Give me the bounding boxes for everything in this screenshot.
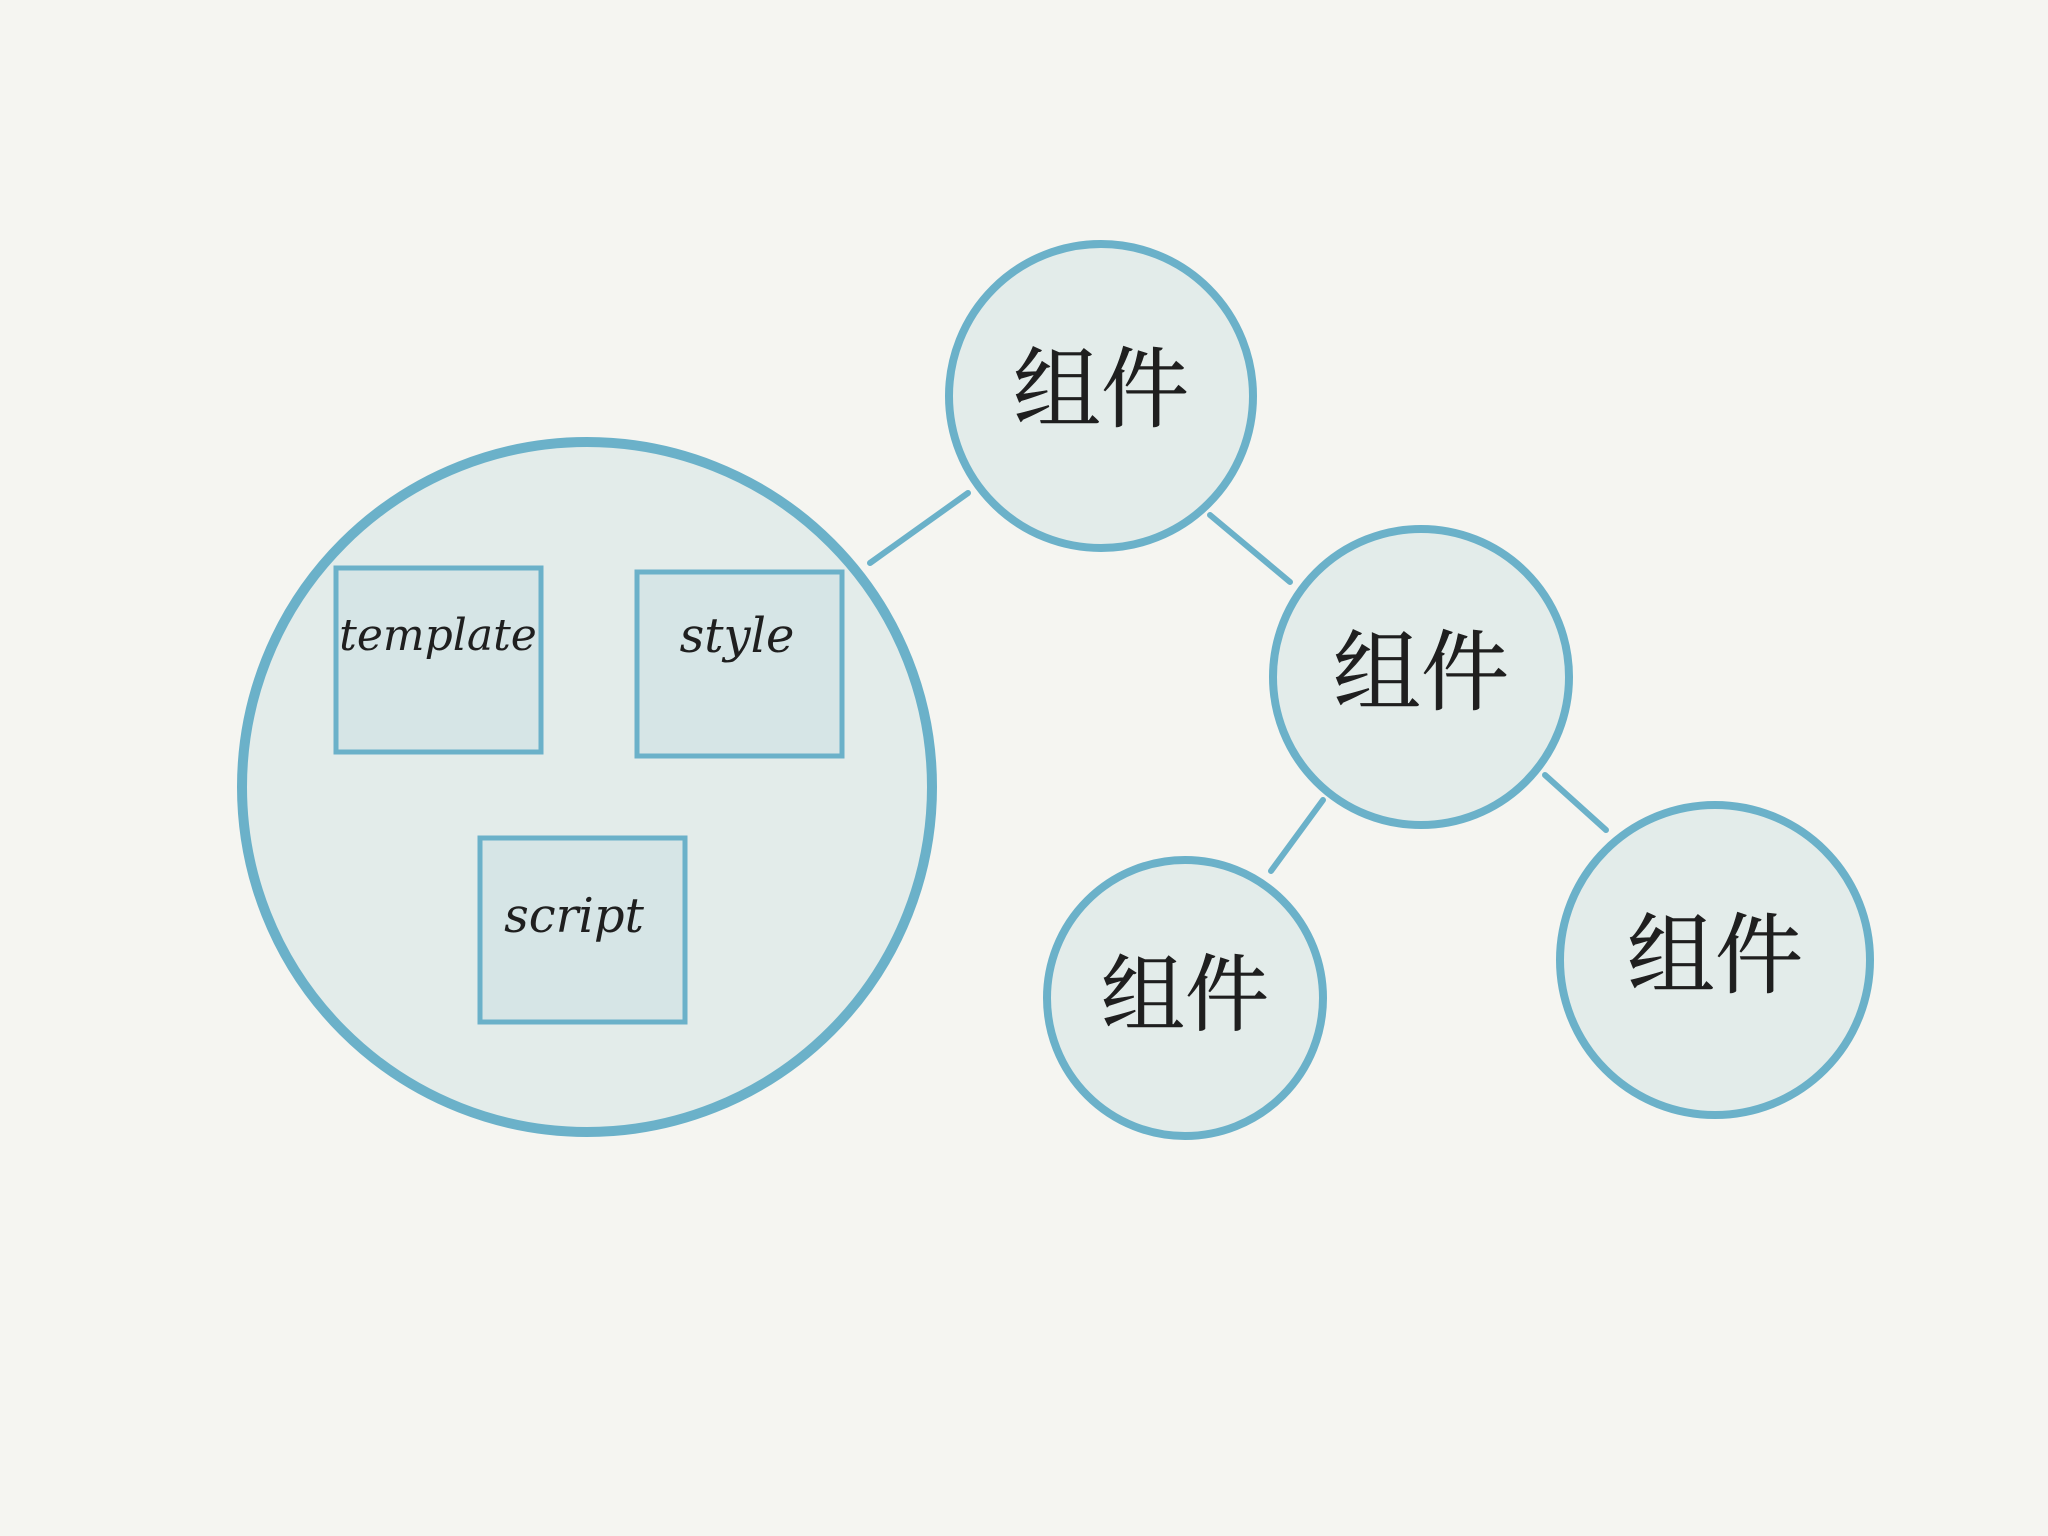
script-label: script xyxy=(504,888,644,944)
style-label: style xyxy=(679,608,795,664)
template-label: template xyxy=(339,610,537,661)
tree-middle-label: 组件 xyxy=(1332,621,1510,724)
connector-root-to-middle xyxy=(1210,515,1290,582)
style-box xyxy=(637,572,842,756)
connector-big-to-root xyxy=(870,493,968,563)
component-detail-circle xyxy=(242,442,932,1132)
tree-middle-node xyxy=(1273,529,1569,825)
tree-right-leaf-node xyxy=(1560,805,1870,1115)
template-box xyxy=(336,568,541,752)
tree-root-node xyxy=(949,244,1253,548)
tree-root-label: 组件 xyxy=(1012,338,1190,441)
tree-left-leaf-node xyxy=(1047,860,1323,1136)
script-box xyxy=(480,838,685,1022)
component-detail-node xyxy=(242,442,932,1132)
tree-right-leaf-label: 组件 xyxy=(1626,904,1804,1007)
tree-left-leaf-label: 组件 xyxy=(1100,946,1270,1044)
connector-middle-to-left-leaf xyxy=(1271,800,1323,871)
connector-middle-to-right-leaf xyxy=(1545,775,1606,830)
